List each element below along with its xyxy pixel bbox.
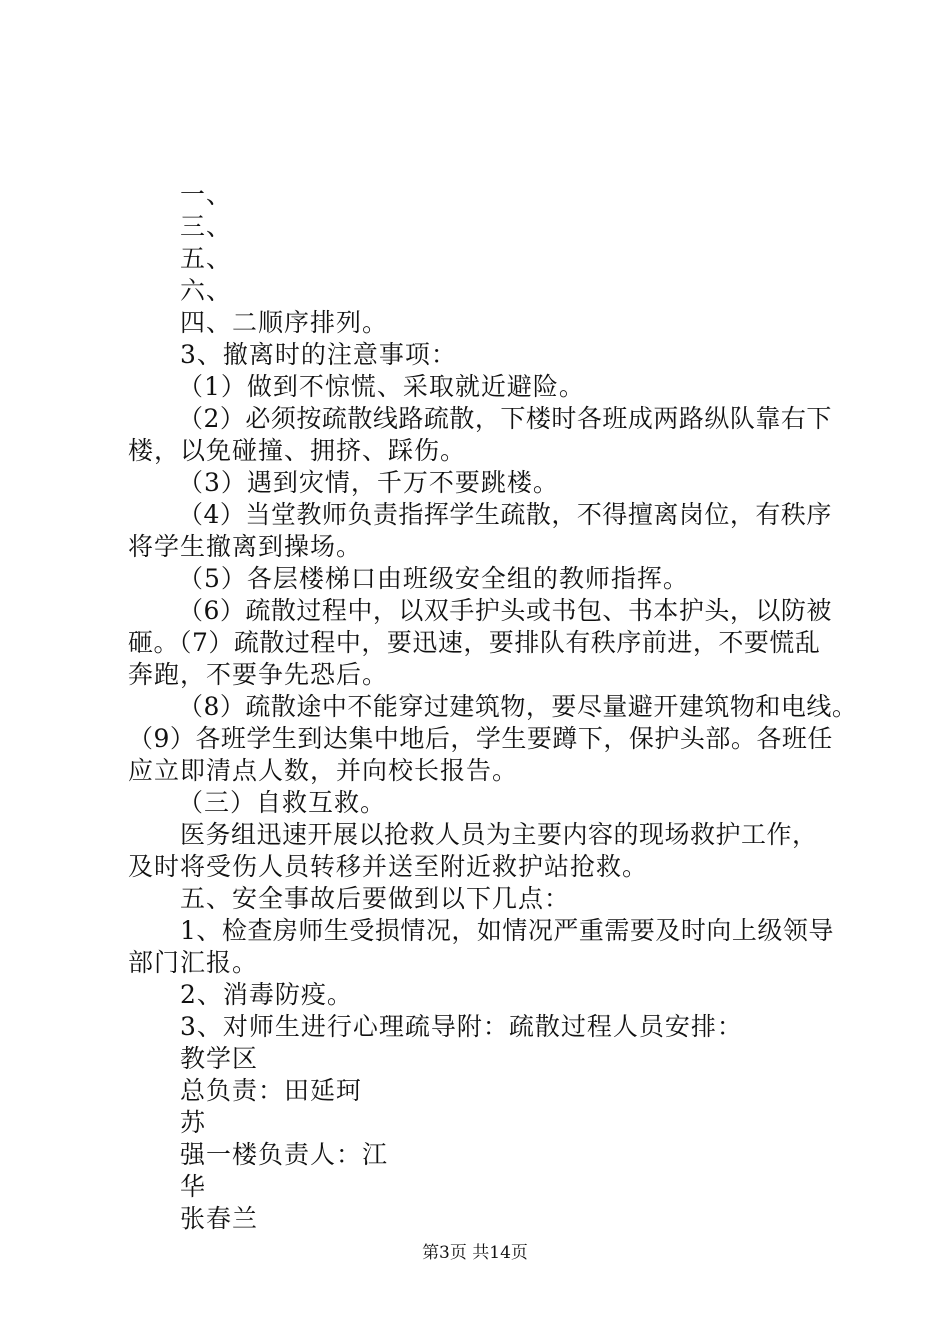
staff-name-zhang: 张春兰 bbox=[180, 1204, 259, 1233]
note-item-2-continued: 楼，以免碰撞、拥挤、踩伤。 bbox=[128, 436, 467, 465]
staff-area-label: 教学区 bbox=[180, 1044, 259, 1073]
note-item-7-continued: 奔跑，不要争先恐后。 bbox=[128, 660, 389, 689]
section-heading-after-accident: 五、安全事故后要做到以下几点： bbox=[180, 884, 571, 913]
note-item-4: （4）当堂教师负责指挥学生疏散，不得擅离岗位，有秩序 bbox=[178, 500, 832, 529]
list-marker-3: 三、 bbox=[180, 212, 233, 241]
note-item-1: （1）做到不惊慌、采取就近避险。 bbox=[178, 372, 585, 401]
list-marker-1: 一、 bbox=[180, 180, 233, 209]
note-item-4-continued: 将学生撤离到操场。 bbox=[128, 532, 363, 561]
list-marker-6: 六、 bbox=[180, 276, 233, 305]
after-item-1-continued: 部门汇报。 bbox=[128, 948, 259, 977]
note-item-3: （3）遇到灾情，千万不要跳楼。 bbox=[178, 468, 559, 497]
paragraph-medical-team: 医务组迅速开展以抢救人员为主要内容的现场救护工作， bbox=[180, 820, 818, 849]
note-item-2: （2）必须按疏散线路疏散，下楼时各班成两路纵队靠右下 bbox=[178, 404, 832, 433]
note-item-9-continued: 应立即清点人数，并向校长报告。 bbox=[128, 756, 519, 785]
staff-general-lead: 总负责：田延珂 bbox=[180, 1076, 363, 1105]
list-marker-5: 五、 bbox=[180, 244, 233, 273]
after-item-1: 1、检查房师生受损情况，如情况严重需要及时向上级领导 bbox=[180, 916, 834, 945]
note-item-8: （8）疏散途中不能穿过建筑物，要尽量避开建筑物和电线。 bbox=[178, 692, 858, 721]
staff-name-fragment-1: 苏 bbox=[180, 1108, 207, 1137]
page-footer: 第3页 共14页 bbox=[422, 1243, 528, 1263]
paragraph-order: 四、二顺序排列。 bbox=[180, 308, 389, 337]
section-heading-evacuation-notes: 3、撤离时的注意事项： bbox=[180, 340, 457, 369]
note-item-5: （5）各层楼梯口由班级安全组的教师指挥。 bbox=[178, 564, 689, 593]
after-item-2: 2、消毒防疫。 bbox=[180, 980, 353, 1009]
note-item-6: （6）疏散过程中，以双手护头或书包、书本护头，以防被 bbox=[178, 596, 832, 625]
paragraph-medical-team-continued: 及时将受伤人员转移并送至附近救护站抢救。 bbox=[128, 852, 649, 881]
section-heading-self-rescue: （三）自救互救。 bbox=[178, 788, 387, 817]
staff-name-fragment-2: 华 bbox=[180, 1172, 207, 1201]
after-item-3: 3、对师生进行心理疏导附：疏散过程人员安排： bbox=[180, 1012, 743, 1041]
note-item-9: （9）各班学生到达集中地后，学生要蹲下，保护头部。各班任 bbox=[128, 724, 833, 753]
note-item-7: 砸。（7）疏散过程中，要迅速，要排队有秩序前进，不要慌乱 bbox=[128, 628, 821, 657]
staff-first-floor-lead: 强一楼负责人：江 bbox=[180, 1140, 389, 1169]
